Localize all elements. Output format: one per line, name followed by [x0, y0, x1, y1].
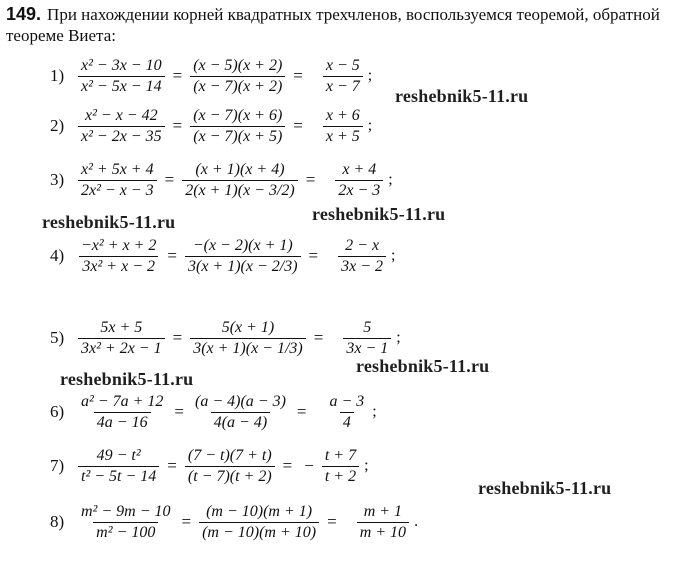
fraction-original: $\frac{5x + 5}{\text{3x² + 2x − 1}}$: [78, 319, 165, 358]
equals-sign: =: [172, 328, 183, 347]
fraction-result: $\frac{t + 7}{t + 2}$: [322, 447, 359, 486]
equals-sign: =: [167, 246, 177, 265]
equals-sign: =: [172, 116, 183, 135]
watermark: reshebnik5-11.ru: [356, 356, 490, 376]
fraction-result: $\frac{2 - x}{3x - 2}$: [338, 237, 386, 276]
equals-sign: =: [167, 456, 177, 475]
row-label: 8): [50, 512, 65, 531]
fraction-factored: $\frac{(x - 5)(x + 2)}{(x - 7)(x + 2)}$: [190, 57, 285, 96]
solution-row-1: [50, 48, 372, 104]
equals-sign: =: [164, 170, 175, 189]
equals-sign: =: [282, 456, 293, 475]
row-terminator: ;: [367, 67, 373, 84]
watermark: reshebnik5-11.ru: [395, 86, 529, 106]
row-label: 4): [50, 246, 65, 265]
fraction-original: $\frac{\text{a² − 7a + 12}}{4a - 16}$: [81, 392, 164, 431]
solution-row-8: [50, 494, 418, 550]
fraction-result: $\frac{x + 6}{x + 5}$: [323, 107, 363, 146]
fraction-result: $\frac{x + 4}{2x - 3}$: [335, 161, 383, 200]
result-sign: −: [304, 456, 314, 475]
fraction-original: $\frac{\text{x² − x − 42}}{\text{x² − 2x − 35}}$: [78, 107, 165, 146]
problem-number: 149.: [6, 4, 42, 24]
fraction-original: $\frac{\text{−x² + x + 2}}{\text{3x² + x − 2}}$: [81, 236, 157, 275]
solution-row-3: [50, 152, 393, 208]
solution-row-2: [50, 98, 372, 154]
fraction-factored: $\frac{(7 - t)(7 + t)}{(t - 7)(t + 2)}$: [185, 447, 275, 486]
fraction-original: $\frac{\text{x² + 5x + 4}}{\text{2x² − x − 3}}$: [78, 161, 157, 200]
fraction-factored: $\frac{(x + 1)(x + 4)}{2(x + 1)(x - 3/2)}$: [182, 161, 298, 200]
fraction-result: $\frac{a - 3}{4}$: [329, 392, 365, 431]
row-terminator: .: [414, 513, 419, 530]
equals-sign: =: [174, 402, 184, 421]
equals-sign: =: [293, 66, 303, 85]
fraction-result: $\frac{x - 5}{x - 7}$: [323, 57, 363, 96]
fraction-factored: $\frac{-(x - 2)(x + 1)}{3(x + 1)(x - 2/3)}$: [185, 237, 301, 276]
row-terminator: ;: [396, 329, 401, 346]
equals-sign: =: [172, 66, 183, 85]
equals-sign: =: [296, 402, 307, 421]
fraction-original: $\frac{\text{x² − 3x − 10}}{\text{x² − 5x − 14}}$: [78, 57, 165, 96]
fraction-factored: $\frac{(x - 7)(x + 6)}{(x - 7)(x + 5)}$: [190, 107, 285, 146]
watermark: reshebnik5-11.ru: [60, 369, 194, 389]
fraction-factored: $\frac{(a - 4)(a - 3)}{4(a - 4)}$: [194, 392, 286, 431]
row-label: 5): [50, 328, 65, 347]
row-terminator: ;: [367, 117, 373, 134]
solution-row-7: [50, 438, 369, 494]
watermark: reshebnik5-11.ru: [478, 478, 612, 498]
fraction-result: $\frac{5}{3x - 1}$: [343, 319, 391, 358]
row-label: 1): [50, 66, 65, 85]
problem-statement: [6, 4, 686, 46]
row-terminator: ;: [388, 171, 393, 188]
solution-row-5: [50, 310, 401, 366]
equals-sign: =: [305, 170, 316, 189]
fraction-original: $\frac{\text{49 − t²}}{\text{t² − 5t − 14}}$: [78, 447, 159, 486]
row-label: 3): [50, 170, 65, 189]
solution-row-6: [50, 384, 377, 440]
row-label: 7): [50, 456, 65, 475]
equals-sign: =: [313, 328, 324, 347]
equals-sign: =: [181, 512, 192, 531]
row-label: 6): [50, 402, 65, 421]
equals-sign: =: [308, 246, 319, 265]
watermark: reshebnik5-11.ru: [312, 204, 446, 224]
row-label: 2): [50, 116, 65, 135]
solution-row-4: [50, 228, 396, 284]
row-terminator: ;: [372, 403, 377, 420]
fraction-original: $\frac{\text{m² − 9m − 10}}{\text{m² − 100}}$: [81, 502, 171, 541]
watermark: reshebnik5-11.ru: [42, 212, 176, 232]
fraction-factored: $\frac{5(x + 1)}{3(x + 1)(x - 1/3)}$: [190, 319, 306, 358]
equals-sign: =: [327, 512, 337, 531]
fraction-result: $\frac{m + 1}{m + 10}$: [357, 503, 409, 542]
equals-sign: =: [293, 116, 303, 135]
fraction-factored: $\frac{(m - 10)(m + 1)}{(m - 10)(m + 10)}$: [199, 503, 319, 542]
problem-text: При нахождении корней квадратных трехчленов, воспользуемся теоремой, обратной теореме Виета:: [6, 5, 660, 45]
row-terminator: ;: [364, 457, 369, 474]
row-terminator: ;: [391, 247, 396, 264]
